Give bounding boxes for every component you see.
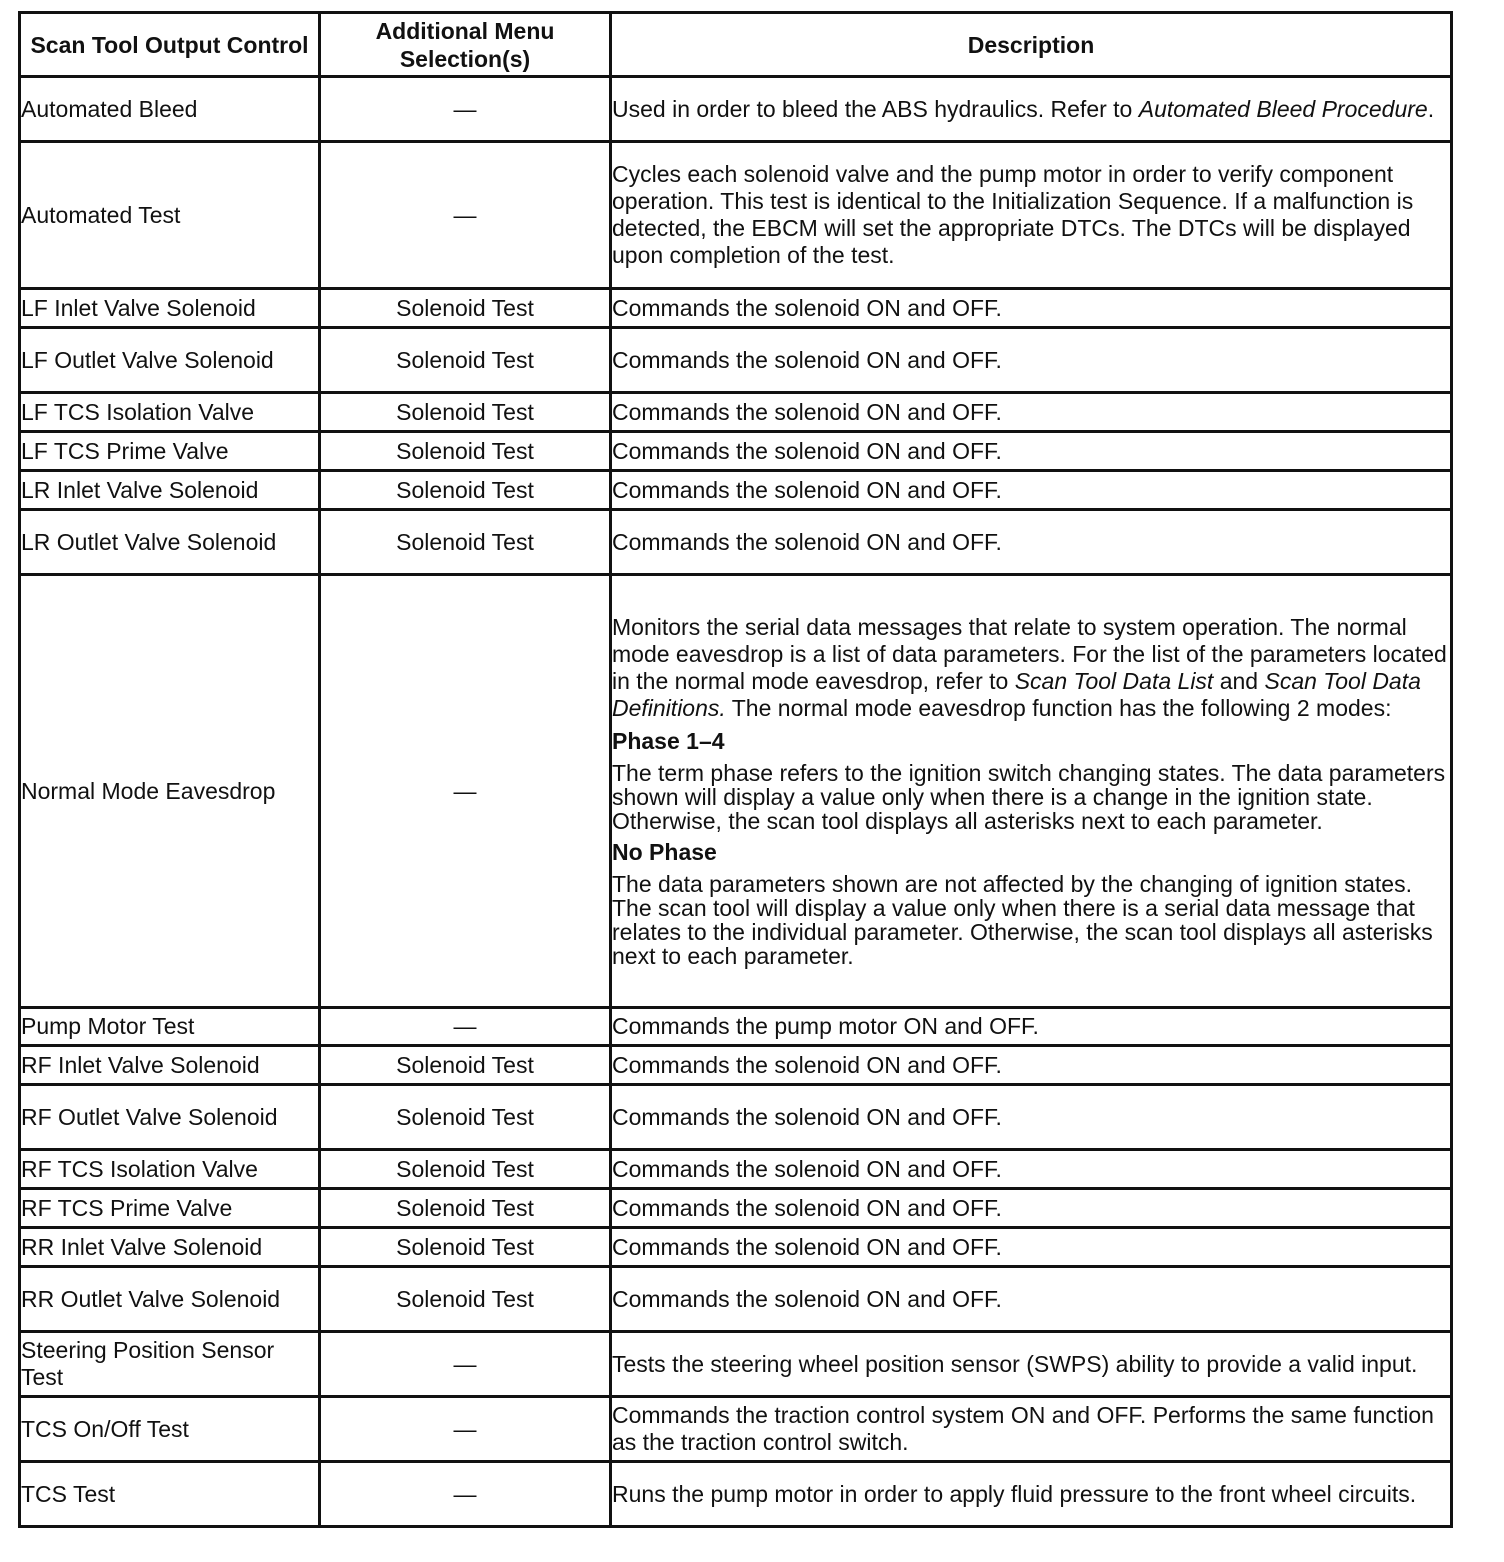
menu-cell: — [320, 575, 611, 1008]
control-cell: Steering Position Sensor Test [20, 1332, 320, 1397]
control-cell: Normal Mode Eavesdrop [20, 575, 320, 1008]
table-row [20, 1189, 1452, 1228]
description-text: . [1427, 95, 1435, 122]
control-cell: TCS Test [20, 1462, 320, 1527]
menu-cell: — [320, 1332, 611, 1397]
description-text: and [1213, 668, 1265, 694]
table-row [20, 393, 1452, 432]
menu-cell: Solenoid Test [320, 1228, 611, 1267]
table-row [20, 289, 1452, 328]
header-scan-tool-output-control: Scan Tool Output Control [20, 13, 320, 77]
control-cell: Automated Bleed [20, 77, 320, 142]
description-cell: Commands the pump motor ON and OFF. [611, 1008, 1452, 1046]
control-cell: LR Inlet Valve Solenoid [20, 471, 320, 510]
menu-cell: — [320, 142, 611, 289]
control-cell: RF Inlet Valve Solenoid [20, 1046, 320, 1085]
table-row [20, 1046, 1452, 1085]
menu-cell: — [320, 1008, 611, 1046]
data-list-reference: Scan Tool Data List [1014, 668, 1214, 694]
control-cell: LF Outlet Valve Solenoid [20, 328, 320, 393]
control-cell: LF Inlet Valve Solenoid [20, 289, 320, 328]
menu-cell: — [320, 1462, 611, 1527]
description-cell: Cycles each solenoid valve and the pump motor in order to verify component operation. This test is identical to the Initialization Sequence. If a malfunction is detected, the EBCM will set the appropriate DTCs. The DTCs will be displayed upon completion of the test. [611, 142, 1452, 289]
table-row [20, 1397, 1452, 1462]
control-cell: TCS On/Off Test [20, 1397, 320, 1462]
description-cell: Commands the solenoid ON and OFF. [611, 471, 1452, 510]
table-row [20, 1085, 1452, 1150]
subheading-phase: Phase 1–4 [612, 728, 725, 754]
table-row [20, 77, 1452, 142]
subheading-no-phase: No Phase [612, 839, 717, 865]
description-cell: Commands the solenoid ON and OFF. [611, 1228, 1452, 1267]
menu-cell: — [320, 1397, 611, 1462]
menu-cell: Solenoid Test [320, 289, 611, 328]
table-row [20, 575, 1452, 1008]
data-definitions-reference: Scan Tool Data Definitions. [612, 668, 1421, 721]
phase-paragraph: The term phase refers to the ignition switch changing states. The data parameters shown will display a value only when there is a change in the ignition state. Otherwise, the scan tool displays all asterisks next to each parameter. [612, 760, 1446, 834]
description-text: The normal mode eavesdrop function has the following 2 modes: [725, 695, 1392, 721]
table-row [20, 1150, 1452, 1189]
control-cell: RF TCS Prime Valve [20, 1189, 320, 1228]
description-cell: Commands the solenoid ON and OFF. [611, 1267, 1452, 1332]
procedure-reference: Automated Bleed Procedure [1138, 95, 1428, 122]
table-row [20, 1332, 1452, 1397]
table-row [20, 1008, 1452, 1046]
menu-cell: Solenoid Test [320, 471, 611, 510]
table-row [20, 142, 1452, 289]
table-row [20, 432, 1452, 471]
menu-cell: Solenoid Test [320, 1189, 611, 1228]
control-cell: RR Outlet Valve Solenoid [20, 1267, 320, 1332]
table-row [20, 1462, 1452, 1527]
description-cell: Commands the traction control system ON and OFF. Performs the same function as the traction control switch. [611, 1397, 1452, 1462]
menu-cell: Solenoid Test [320, 1267, 611, 1332]
menu-cell: Solenoid Test [320, 432, 611, 471]
table-row [20, 510, 1452, 575]
header-row [20, 13, 1452, 77]
description-cell: Commands the solenoid ON and OFF. [611, 1189, 1452, 1228]
control-cell: RR Inlet Valve Solenoid [20, 1228, 320, 1267]
no-phase-paragraph: The data parameters shown are not affected by the changing of ignition states. The scan tool will display a value only when there is a serial data message that relates to the individual parameter. Otherwise, the scan tool displays all asterisks next to each parameter. [612, 871, 1433, 969]
header-description: Description [611, 13, 1452, 77]
control-cell: RF TCS Isolation Valve [20, 1150, 320, 1189]
menu-cell: Solenoid Test [320, 1085, 611, 1150]
description-cell: Commands the solenoid ON and OFF. [611, 289, 1452, 328]
description-cell: Commands the solenoid ON and OFF. [611, 1046, 1452, 1085]
description-cell: Commands the solenoid ON and OFF. [611, 393, 1452, 432]
description-cell [611, 77, 1452, 142]
description-text: Monitors the serial data messages that relate to system operation. The normal mode eavesdrop is a list of data parameters. For the list of the parameters located in the normal mode eavesdrop, refer to [612, 614, 1447, 694]
control-cell: LF TCS Isolation Valve [20, 393, 320, 432]
menu-cell: Solenoid Test [320, 1150, 611, 1189]
description-cell [611, 575, 1452, 1008]
menu-cell: Solenoid Test [320, 328, 611, 393]
description-cell: Commands the solenoid ON and OFF. [611, 510, 1452, 575]
table-row [20, 1267, 1452, 1332]
description-text: Used in order to bleed the ABS hydraulics. Refer to [612, 95, 1139, 122]
description-cell: Commands the solenoid ON and OFF. [611, 1150, 1452, 1189]
menu-cell: Solenoid Test [320, 510, 611, 575]
menu-cell: — [320, 77, 611, 142]
description-cell: Commands the solenoid ON and OFF. [611, 328, 1452, 393]
menu-cell: Solenoid Test [320, 393, 611, 432]
description-paragraph [612, 614, 1450, 722]
description-cell: Commands the solenoid ON and OFF. [611, 432, 1452, 471]
control-cell: Pump Motor Test [20, 1008, 320, 1046]
description-cell: Tests the steering wheel position sensor (SWPS) ability to provide a valid input. [611, 1332, 1452, 1397]
table-row [20, 471, 1452, 510]
scan-tool-output-control-table [18, 11, 1453, 1528]
header-additional-menu-selections: Additional Menu Selection(s) [320, 13, 611, 77]
description-cell: Commands the solenoid ON and OFF. [611, 1085, 1452, 1150]
table-row [20, 1228, 1452, 1267]
menu-cell: Solenoid Test [320, 1046, 611, 1085]
table-row [20, 328, 1452, 393]
control-cell: LF TCS Prime Valve [20, 432, 320, 471]
control-cell: RF Outlet Valve Solenoid [20, 1085, 320, 1150]
control-cell: Automated Test [20, 142, 320, 289]
description-cell: Runs the pump motor in order to apply fluid pressure to the front wheel circuits. [611, 1462, 1452, 1527]
control-cell: LR Outlet Valve Solenoid [20, 510, 320, 575]
